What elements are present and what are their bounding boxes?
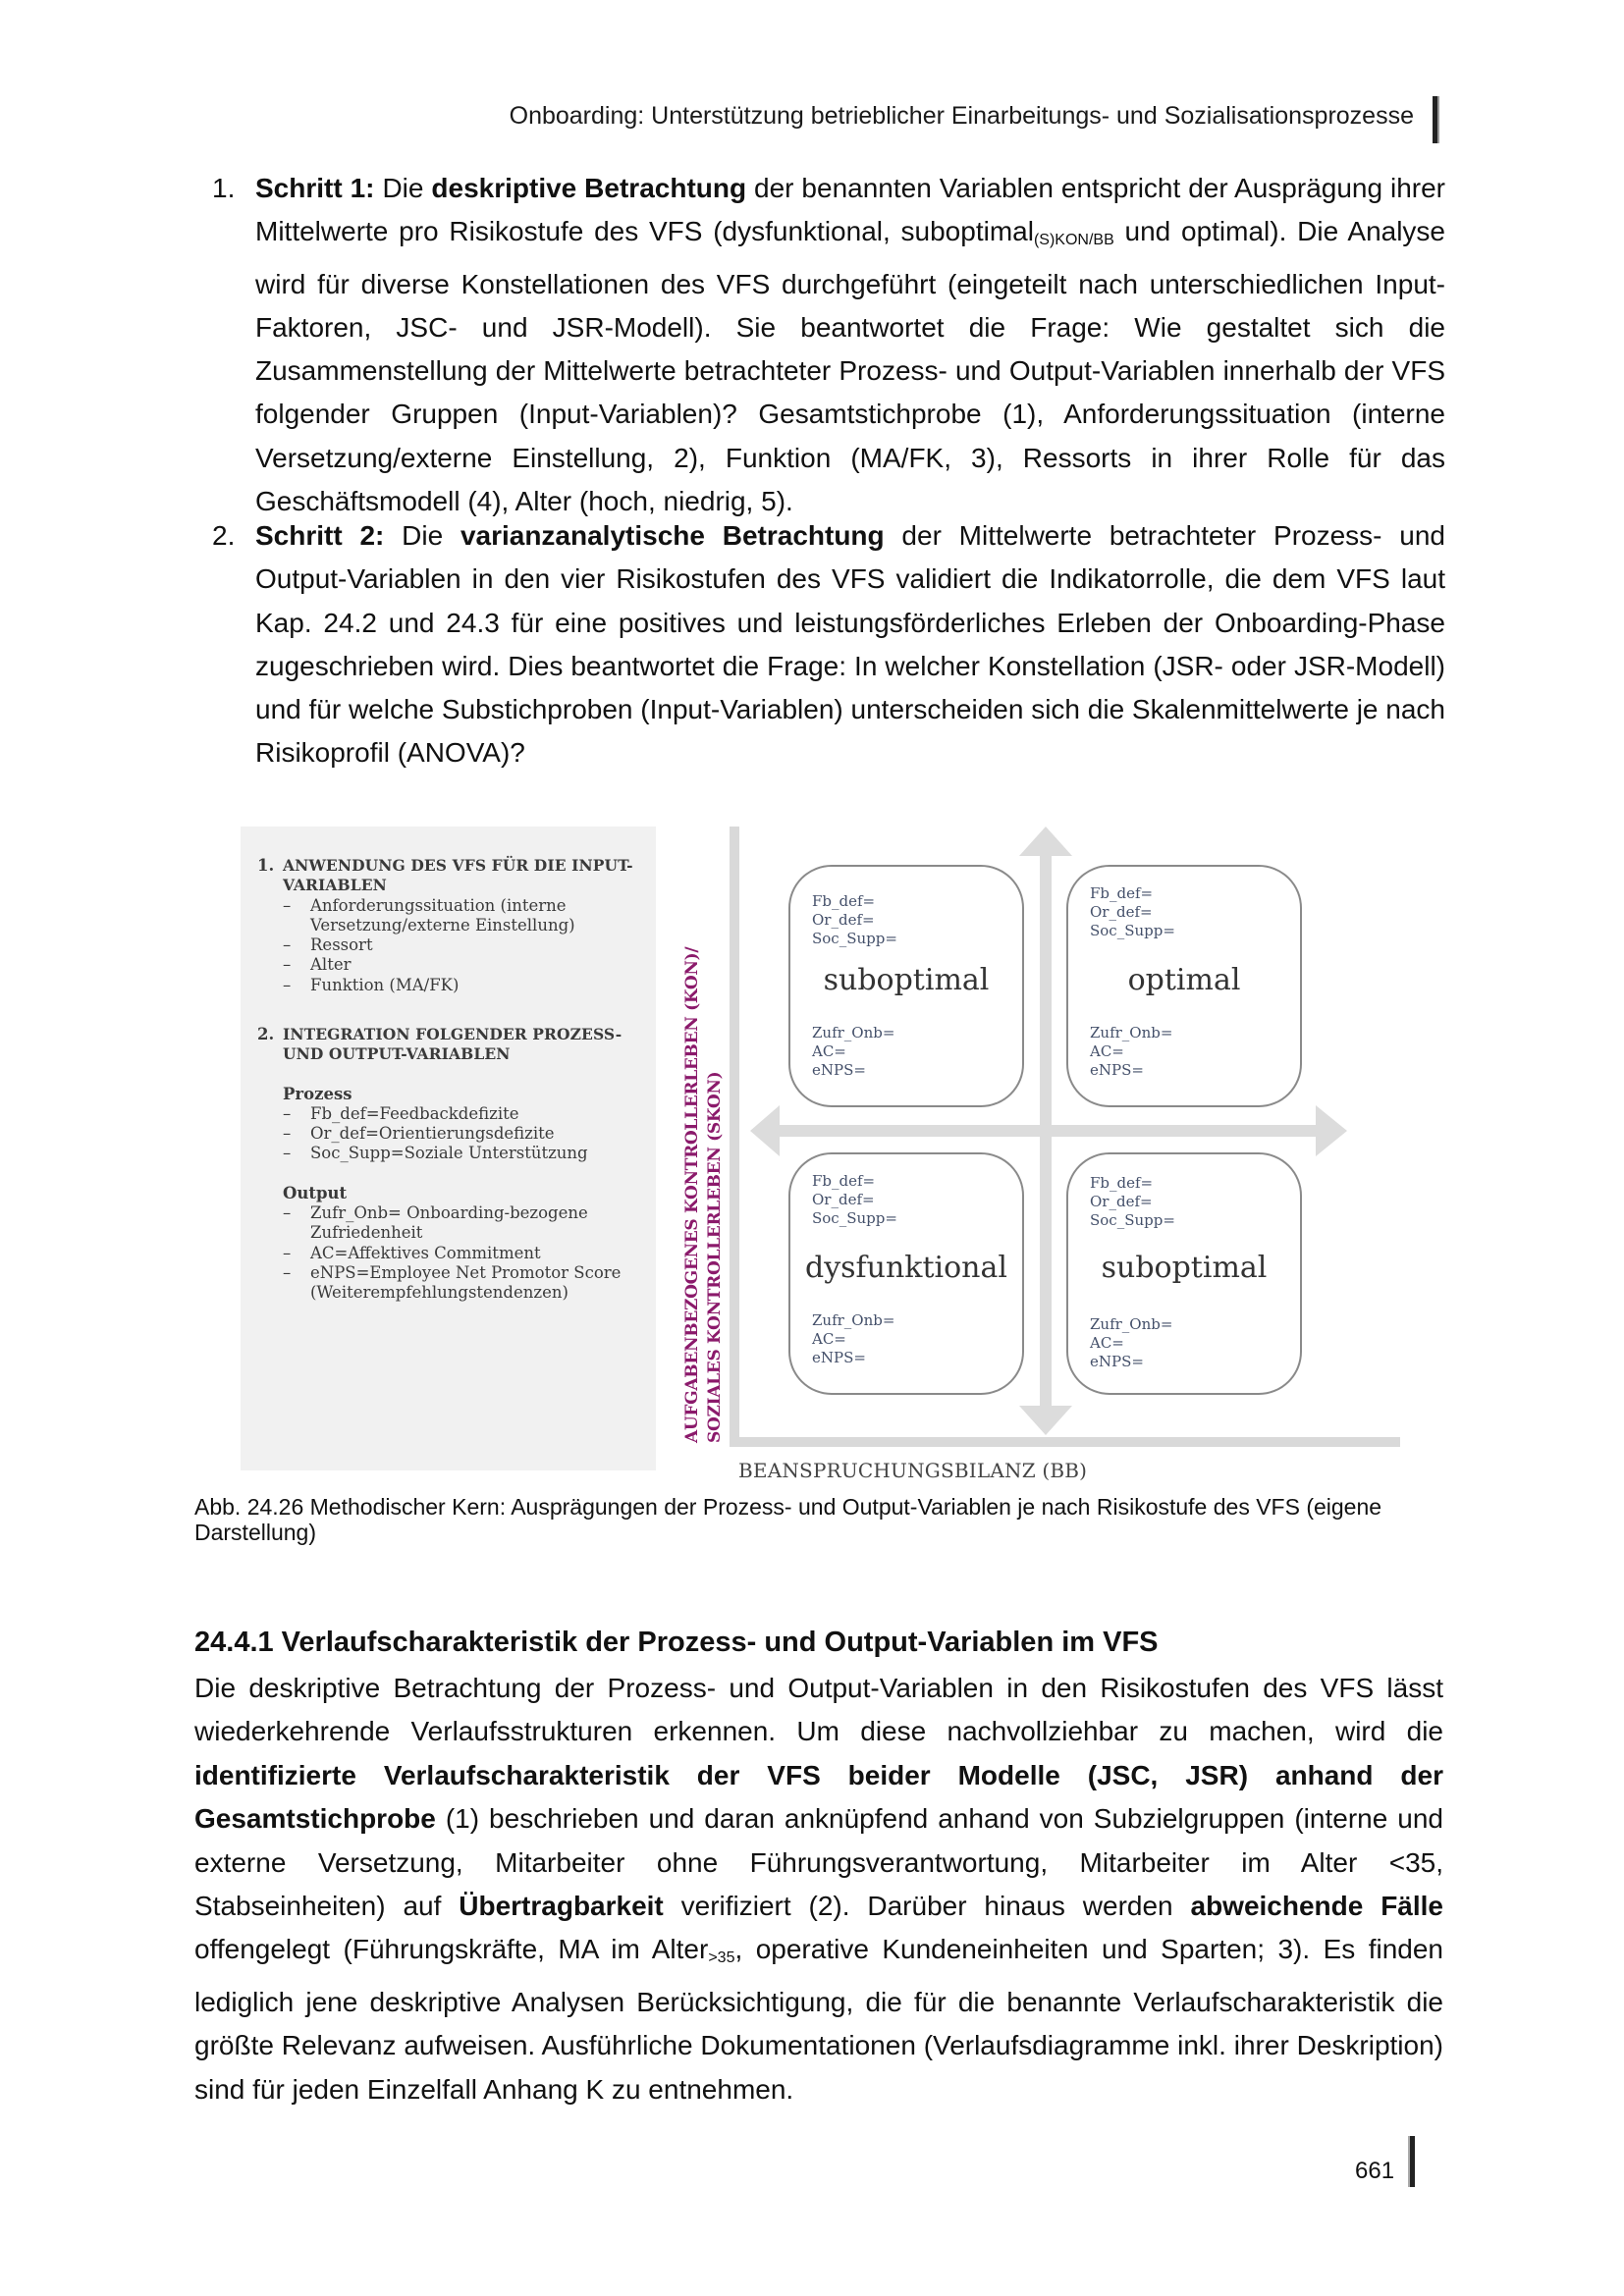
item-text: Zufr_Onb= Onboarding-bezogene bbox=[310, 1203, 588, 1223]
quadrant-box-bottom-right bbox=[1066, 1152, 1302, 1395]
dash-bullet: – bbox=[283, 1203, 292, 1223]
list-number: 2. bbox=[212, 520, 236, 551]
var-ac: AC= bbox=[1090, 1042, 1124, 1060]
var-ac: AC= bbox=[812, 1042, 846, 1060]
process-vars bbox=[1090, 1174, 1175, 1230]
item-text: Or_def=Orientierungsdefizite bbox=[310, 1124, 555, 1144]
dash-bullet: – bbox=[283, 955, 292, 975]
subscript: >35 bbox=[708, 1949, 735, 1967]
section-number: 1. bbox=[257, 856, 275, 875]
process-vars bbox=[812, 1172, 897, 1228]
var-soc-supp: Soc_Supp= bbox=[812, 1209, 897, 1227]
y-axis-label-line: SOZIALES KONTROLLERLEBEN (SKON) bbox=[705, 1071, 725, 1443]
output-vars bbox=[1090, 1315, 1172, 1371]
text-run: Die bbox=[374, 173, 432, 203]
var-soc-supp: Soc_Supp= bbox=[1090, 922, 1175, 939]
section-title-line: ANWENDUNG DES VFS FÜR DIE INPUT- bbox=[283, 856, 633, 875]
var-zufr-onb: Zufr_Onb= bbox=[1090, 1024, 1173, 1041]
bold-term: deskriptive Betrachtung bbox=[431, 173, 747, 203]
dash-bullet: – bbox=[283, 1144, 292, 1163]
output-vars bbox=[812, 1024, 894, 1080]
section-title-line: UND OUTPUT-VARIABLEN bbox=[283, 1044, 511, 1064]
var-enps: eNPS= bbox=[1090, 1061, 1144, 1079]
var-ac: AC= bbox=[1090, 1334, 1124, 1352]
var-soc-supp: Soc_Supp= bbox=[812, 930, 897, 947]
item-text: Anforderungssituation (interne bbox=[310, 895, 567, 915]
running-header: Onboarding: Unterstützung betrieblicher Einarbeitungs- und Sozialisationsprozesse bbox=[509, 102, 1414, 130]
output-subheading: Output bbox=[283, 1183, 348, 1202]
quadrant-box-top-left bbox=[788, 865, 1024, 1107]
output-vars bbox=[812, 1311, 894, 1367]
y-axis-label-line: AUFGABENBEZOGENES KONTROLLERLEBEN (KON)/ bbox=[682, 946, 702, 1443]
var-zufr-onb: Zufr_Onb= bbox=[812, 1311, 895, 1329]
prozess-subheading: Prozess bbox=[283, 1084, 352, 1103]
item-text: eNPS=Employee Net Promotor Score bbox=[310, 1262, 622, 1282]
quadrant-label: dysfunktional bbox=[805, 1251, 1007, 1285]
bold-term: identifizierte Verlaufscharakteristik der VFS beider Modelle (JSC, JSR) anhand der Gesamtstichprobe bbox=[194, 1759, 1443, 1835]
item-text: (Weiterempfehlungstendenzen) bbox=[310, 1283, 568, 1303]
dash-bullet: – bbox=[283, 935, 292, 955]
item-text: Funktion (MA/FK) bbox=[310, 975, 460, 994]
quadrant-box-bottom-left bbox=[788, 1152, 1024, 1395]
step-label: Schritt 2: bbox=[255, 520, 385, 551]
var-soc-supp: Soc_Supp= bbox=[1090, 1211, 1175, 1229]
text-run: und optimal). Die Analyse wird für diverse Konstellationen des VFS durchgeführt (eingeteilt nach unterschiedlichen Input-Faktoren, JSC- und JSR-Modell). Sie beantwortet die Frage: Wie gestaltet sich die Zusammenstellung der Mittelwerte betrachteter Prozess- und Output-Variablen innerhalb der VFS folgender Gruppen (Input-Variablen)? Gesamtstichprobe (1), Anforderungssituation (interne Versetzung/externe Einstellung, 2), Funktion (MA/FK, 3), Ressorts in ihrer Rolle für das Geschäftsmodell (4), Alter (hoch, niedrig, 5). bbox=[255, 216, 1445, 517]
text-run: verifiziert (2). Darüber hinaus werden bbox=[663, 1891, 1191, 1922]
dash-bullet: – bbox=[283, 1103, 292, 1123]
var-enps: eNPS= bbox=[812, 1349, 866, 1366]
var-zufr-onb: Zufr_Onb= bbox=[812, 1024, 895, 1041]
page-number: 661 bbox=[1355, 2158, 1395, 2184]
body-paragraph bbox=[194, 1667, 1443, 2111]
var-or-def: Or_def= bbox=[1090, 903, 1153, 921]
bold-term: abweichende Fälle bbox=[1190, 1891, 1444, 1922]
var-fb-def: Fb_def= bbox=[812, 892, 876, 910]
text-run: , operative Kundeneinheiten und Sparten; 3). Es finden lediglich jene deskriptive Analysen Berücksichtigung, die für die benannte Verlaufscharakteristik die größte Relevanz aufweisen. Ausführliche Dokumentationen (Verlaufsdiagramme inkl. ihrer Deskription) sind für jeden Einzelfall Anhang K zu entnehmen. bbox=[194, 1934, 1443, 2105]
subscript: (S)KON/BB bbox=[1033, 232, 1114, 249]
quadrant-label: suboptimal bbox=[823, 963, 990, 997]
var-ac: AC= bbox=[812, 1330, 846, 1348]
item-text: Ressort bbox=[310, 935, 373, 955]
x-axis-label: BEANSPRUCHUNGSBILANZ (BB) bbox=[738, 1459, 1088, 1482]
item-text: Fb_def=Feedbackdefizite bbox=[310, 1103, 519, 1123]
item-text: AC=Affektives Commitment bbox=[310, 1243, 541, 1262]
process-vars bbox=[1090, 884, 1175, 940]
process-vars bbox=[812, 892, 897, 948]
footer-rule bbox=[1408, 2136, 1415, 2187]
section-number: 2. bbox=[257, 1025, 275, 1043]
section-title-line: VARIABLEN bbox=[283, 876, 387, 895]
step-label: Schritt 1: bbox=[255, 173, 375, 203]
item-text: Soc_Supp=Soziale Unterstützung bbox=[310, 1144, 588, 1163]
var-enps: eNPS= bbox=[812, 1061, 866, 1079]
section-title-line: INTEGRATION FOLGENDER PROZESS- bbox=[283, 1025, 623, 1043]
var-fb-def: Fb_def= bbox=[812, 1172, 876, 1190]
quadrant-label: optimal bbox=[1127, 963, 1241, 997]
item-text: Alter bbox=[310, 955, 352, 975]
bold-term: varianzanalytische Betrachtung bbox=[460, 520, 885, 551]
quadrant-label: suboptimal bbox=[1101, 1251, 1268, 1285]
bold-term: Übertragbarkeit bbox=[459, 1891, 664, 1922]
var-or-def: Or_def= bbox=[812, 911, 875, 929]
text-run: offengelegt (Führungskräfte, MA im Alter bbox=[194, 1934, 709, 1965]
text-run: Die deskriptive Betrachtung der Prozess- und Output-Variablen in den Risikostufen des VFS lässt wiederkehrende Verlaufsstrukturen erkennen. Um diese nachvollziehbar zu machen, wird die bbox=[194, 1673, 1443, 1747]
text-run: der Mittelwerte betrachteter Prozess- und Output-Variablen in den vier Risikostufen des VFS validiert die Indikatorrolle, die dem VFS laut Kap. 24.2 und 24.3 für eine positives und leistungsförderliches Erleben der Onboarding-Phase zugeschrieben wird. Dies beantwortet die Frage: In welcher Konstellation (JSR- oder JSR-Modell) und für welche Substichproben (Input-Variablen) unterscheiden sich die Skalenmittelwerte je nach Risikoprofil (ANOVA)? bbox=[255, 520, 1445, 769]
var-or-def: Or_def= bbox=[812, 1191, 875, 1208]
var-fb-def: Fb_def= bbox=[1090, 1174, 1154, 1192]
dash-bullet: – bbox=[283, 1124, 292, 1144]
var-or-def: Or_def= bbox=[1090, 1193, 1153, 1210]
text-run: Die bbox=[384, 520, 460, 551]
dash-bullet: – bbox=[283, 895, 292, 915]
quadrant-box-top-right bbox=[1066, 865, 1302, 1107]
text-run: (1) beschrieben und daran anknüpfend anhand von Subzielgruppen (interne und externe Versetzung, Mitarbeiter ohne Führungsverantwortung, Mitarbeiter im Alter <35, Stabseinheiten) auf bbox=[194, 1803, 1443, 1922]
var-enps: eNPS= bbox=[1090, 1353, 1144, 1370]
output-vars bbox=[1090, 1024, 1172, 1080]
list-number: 1. bbox=[212, 173, 236, 203]
dash-bullet: – bbox=[283, 975, 292, 994]
text-run: der benannten Variablen entspricht der Ausprägung ihrer Mittelwerte pro Risikostufe des VFS (dysfunktional, suboptimal bbox=[255, 173, 1446, 247]
var-zufr-onb: Zufr_Onb= bbox=[1090, 1315, 1173, 1333]
dash-bullet: – bbox=[283, 1262, 292, 1282]
item-text: Zufriedenheit bbox=[310, 1223, 423, 1243]
section-heading: 24.4.1 Verlaufscharakteristik der Prozess- und Output-Variablen im VFS bbox=[194, 1627, 1159, 1658]
dash-bullet: – bbox=[283, 1243, 292, 1262]
var-fb-def: Fb_def= bbox=[1090, 884, 1154, 902]
item-text: Versetzung/externe Einstellung) bbox=[310, 915, 575, 934]
figure-caption: Abb. 24.26 Methodischer Kern: Ausprägungen der Prozess- und Output-Variablen je nach Risikostufe des VFS (eigene Darstellung) bbox=[194, 1494, 1382, 1545]
